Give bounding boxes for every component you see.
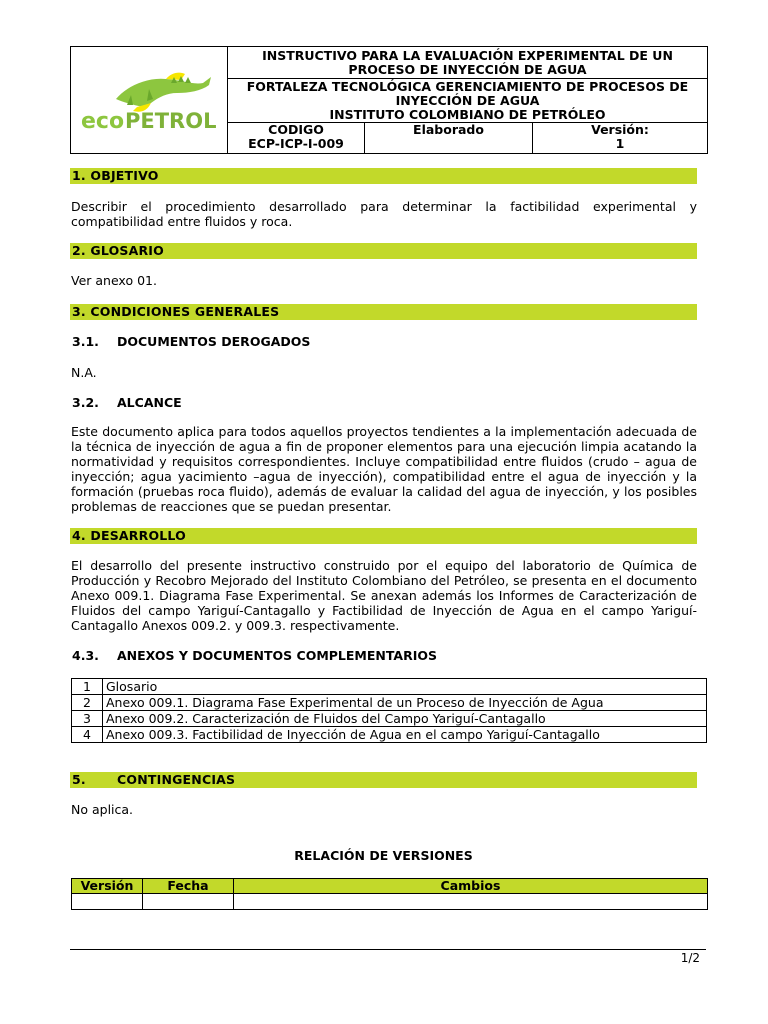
alcance-text: Este documento aplica para todos aquellos proyectos tendientes a la implementación adecuada de la técnica de inyección de agua a fin de proponer elementos para una ejecución limpia acatando la normatividad y requisitos correspondientes. Incluye compatibilidad entre fluidos (crudo – agua de inyección; agua yacimiento –agua de inyección), compatibilidad entre el agua de inyección y la formación (pruebas roca fluido), además de evaluar la calidad del agua de inyección, y los posibles problemas de reacciones que se puedan presentar. xyxy=(71,424,697,514)
versions-title: RELACIÓN DE VERSIONES xyxy=(294,848,473,863)
col-cambios: Cambios xyxy=(234,879,708,894)
subtitle-line-1: FORTALEZA TECNOLÓGICA GERENCIAMIENTO DE PROCESOS DE xyxy=(246,79,689,94)
version-cell xyxy=(533,123,707,153)
title-line-1: INSTRUCTIVO PARA LA EVALUACIÓN EXPERIMENTAL DE UN xyxy=(262,48,673,63)
fecha-cell xyxy=(143,894,234,910)
document-header xyxy=(70,46,708,154)
subsection-title: ANEXOS Y DOCUMENTOS COMPLEMENTARIOS xyxy=(117,648,438,663)
subtitle-line-2: INYECCIÓN DE AGUA xyxy=(395,93,540,108)
table-row xyxy=(72,894,708,910)
logo-cell xyxy=(71,47,228,153)
subsection-title: ALCANCE xyxy=(117,395,182,410)
annex-number: 3 xyxy=(72,711,103,727)
annex-number: 2 xyxy=(72,695,103,711)
subsection-documentos-derogados xyxy=(72,334,310,349)
codigo-label: CODIGO xyxy=(268,122,324,137)
title-line-2: PROCESO DE INYECCIÓN DE AGUA xyxy=(348,62,587,77)
header-meta-row xyxy=(228,123,707,153)
logo-text-eco: eco xyxy=(81,109,125,134)
subsection-number: 3.2. xyxy=(72,395,99,410)
annex-text: Anexo 009.3. Factibilidad de Inyección de Agua en el campo Yariguí-Cantagallo xyxy=(103,727,707,743)
cambios-cell xyxy=(234,894,708,910)
col-fecha: Fecha xyxy=(143,879,234,894)
table-row xyxy=(72,711,707,727)
logo-text-petrol: PETROL xyxy=(125,109,217,133)
codigo-cell xyxy=(228,123,365,153)
section-objetivo-heading: 1. OBJETIVO xyxy=(70,168,697,184)
elaborado-cell xyxy=(365,123,533,153)
section-number: 5. xyxy=(72,772,86,787)
annex-table xyxy=(71,678,707,743)
subtitle-line-3: INSTITUTO COLOMBIANO DE PETRÓLEO xyxy=(329,107,606,122)
table-row xyxy=(72,679,707,695)
objetivo-text: Describir el procedimiento desarrollado para determinar la factibilidad experimental y compatibilidad entre fluidos y roca. xyxy=(71,199,697,229)
table-row xyxy=(72,727,707,743)
header-title xyxy=(228,47,707,79)
versions-header-row xyxy=(72,879,708,894)
version-label: Versión: xyxy=(591,122,649,137)
col-version: Versión xyxy=(72,879,143,894)
section-condiciones-heading: 3. CONDICIONES GENERALES xyxy=(70,304,697,320)
glosario-text: Ver anexo 01. xyxy=(71,273,157,288)
table-row xyxy=(72,695,707,711)
annex-number: 4 xyxy=(72,727,103,743)
annex-text: Anexo 009.2. Caracterización de Fluidos del Campo Yariguí-Cantagallo xyxy=(103,711,707,727)
section-contingencias-heading xyxy=(70,772,697,788)
codigo-value: ECP-ICP-I-009 xyxy=(248,136,344,151)
version-value: 1 xyxy=(615,136,625,151)
annex-text: Anexo 009.1. Diagrama Fase Experimental de un Proceso de Inyección de Agua xyxy=(103,695,707,711)
subsection-number: 3.1. xyxy=(72,334,99,349)
ecopetrol-logo xyxy=(71,47,226,151)
subsection-title: DOCUMENTOS DEROGADOS xyxy=(117,334,311,349)
iguana-icon xyxy=(116,73,211,112)
annex-text: Glosario xyxy=(103,679,707,695)
elaborado-label: Elaborado xyxy=(413,122,484,137)
page-number: 1/2 xyxy=(680,951,700,965)
header-subtitle xyxy=(228,79,707,123)
contingencias-text: No aplica. xyxy=(71,802,134,817)
subsection-number: 4.3. xyxy=(72,648,99,663)
version-cell xyxy=(72,894,143,910)
desarrollo-text: El desarrollo del presente instructivo construido por el equipo del laboratorio de Química de Producción y Recobro Mejorado del Instituto Colombiano del Petróleo, se presenta en el documento Anexo 009.1. Diagrama Fase Experimental. Se anexan además los Informes de Caracterización de Fluidos del campo Yariguí-Cantagallo y Factibilidad de Inyección de Agua en el campo Yariguí-Cantagallo Anexos 009.2. y 009.3. respectivamente. xyxy=(71,558,697,633)
section-title: CONTINGENCIAS xyxy=(117,772,236,787)
subsection-alcance xyxy=(72,395,182,410)
documentos-derogados-text: N.A. xyxy=(71,365,97,380)
footer-divider xyxy=(70,949,706,950)
section-desarrollo-heading: 4. DESARROLLO xyxy=(70,528,697,544)
section-glosario-heading: 2. GLOSARIO xyxy=(70,243,697,259)
annex-number: 1 xyxy=(72,679,103,695)
subsection-anexos xyxy=(72,648,437,663)
versions-table xyxy=(71,878,708,910)
